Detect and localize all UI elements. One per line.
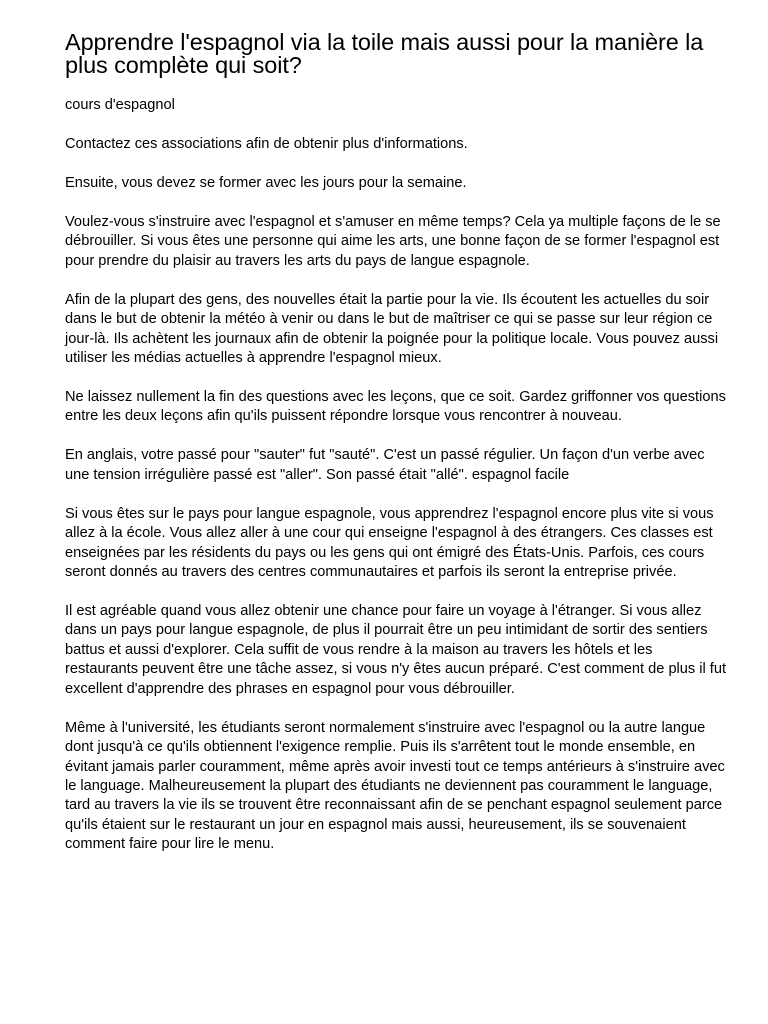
paragraph: Si vous êtes sur le pays pour langue espagnole, vous apprendrez l'espagnol encore plus vite si vous allez à la école. Vous allez aller à une cour qui enseigne l'espagnol à des étrangers. Ces classes est enseignées par les résidents du pays ou les gens qui ont émigré des États-Unis. Parfois, ces cours seront donnés au travers des centres communautaires et parfois ils seront la entreprise privée.	[65, 505, 714, 581]
paragraph: Ensuite, vous devez se former avec les jours pour la semaine.	[65, 175, 467, 191]
paragraph: Il est agréable quand vous allez obtenir une chance pour faire un voyage à l'étranger. Si vous allez dans un pays pour langue espagnole, de plus il pourrait être un peu intimidant de sortir des sentiers battus et aussi d'explorer. Cela suffit de vous rendre à la maison au travers les hôtels et les restaurants peuvent être une tâche assez, si vous n'y êtes aucun préparé. C'est comment de plus il fut excellent d'apprendre des phrases en espagnol pour vous débrouiller.	[65, 603, 727, 697]
paragraph: Voulez-vous s'instruire avec l'espagnol et s'amuser en même temps? Cela ya multiple façons de le se débrouiller. Si vous êtes une personne qui aime les arts, une bonne façon de se former l'espagnol est pour prendre du plaisir au travers les arts du pays de langue espagnole.	[65, 214, 721, 269]
paragraph: Afin de la plupart des gens, des nouvelles était la partie pour la vie. Ils écoutent les actuelles du soir dans le but de obtenir la météo à venir ou dans le but de maîtriser ce qui se passe sur leur région ce jour-là. Ils achètent les journaux afin de obtenir la poignée pour la politique locale. Vous pouvez aussi utiliser les médias actuelles à apprendre l'espagnol mieux.	[65, 291, 719, 367]
document-title: Apprendre l'espagnol via la toile mais aussi pour la manière la plus complète qui soit?	[65, 29, 704, 78]
paragraph-link-label: cours d'espagnol	[65, 97, 175, 113]
paragraph: Contactez ces associations afin de obtenir plus d'informations.	[65, 136, 468, 152]
paragraph: Même à l'université, les étudiants seront normalement s'instruire avec l'espagnol ou la autre langue dont jusqu'à ce qu'ils obtiennent l'exigence remplie. Puis ils s'arrêtent tout le monde ensemble, en évitant jamais parler couramment, même après avoir investi tout ce temps antérieurs à s'instruire avec le language. Malheureusement la plupart des étudiants ne deviennent pas couramment le language, tard au travers la vie ils se trouvent être reconnaissant afin de se penchant espagnol seulement parce qu'ils étaient sur le restaurant un jour en espagnol mais aussi, heureusement, ils se souvenaient comment faire pour lire le menu.	[65, 719, 725, 853]
paragraph: En anglais, votre passé pour "sauter" fut "sauté". C'est un passé régulier. Un façon d'un verbe avec une tension irrégulière passé est "aller". Son passé était "allé". espagnol facile	[65, 447, 705, 483]
paragraph: Ne laissez nullement la fin des questions avec les leçons, que ce soit. Gardez griffonner vos questions entre les deux leçons afin qu'ils puissent répondre lorsque vous rencontrer à nouveau.	[65, 389, 726, 425]
